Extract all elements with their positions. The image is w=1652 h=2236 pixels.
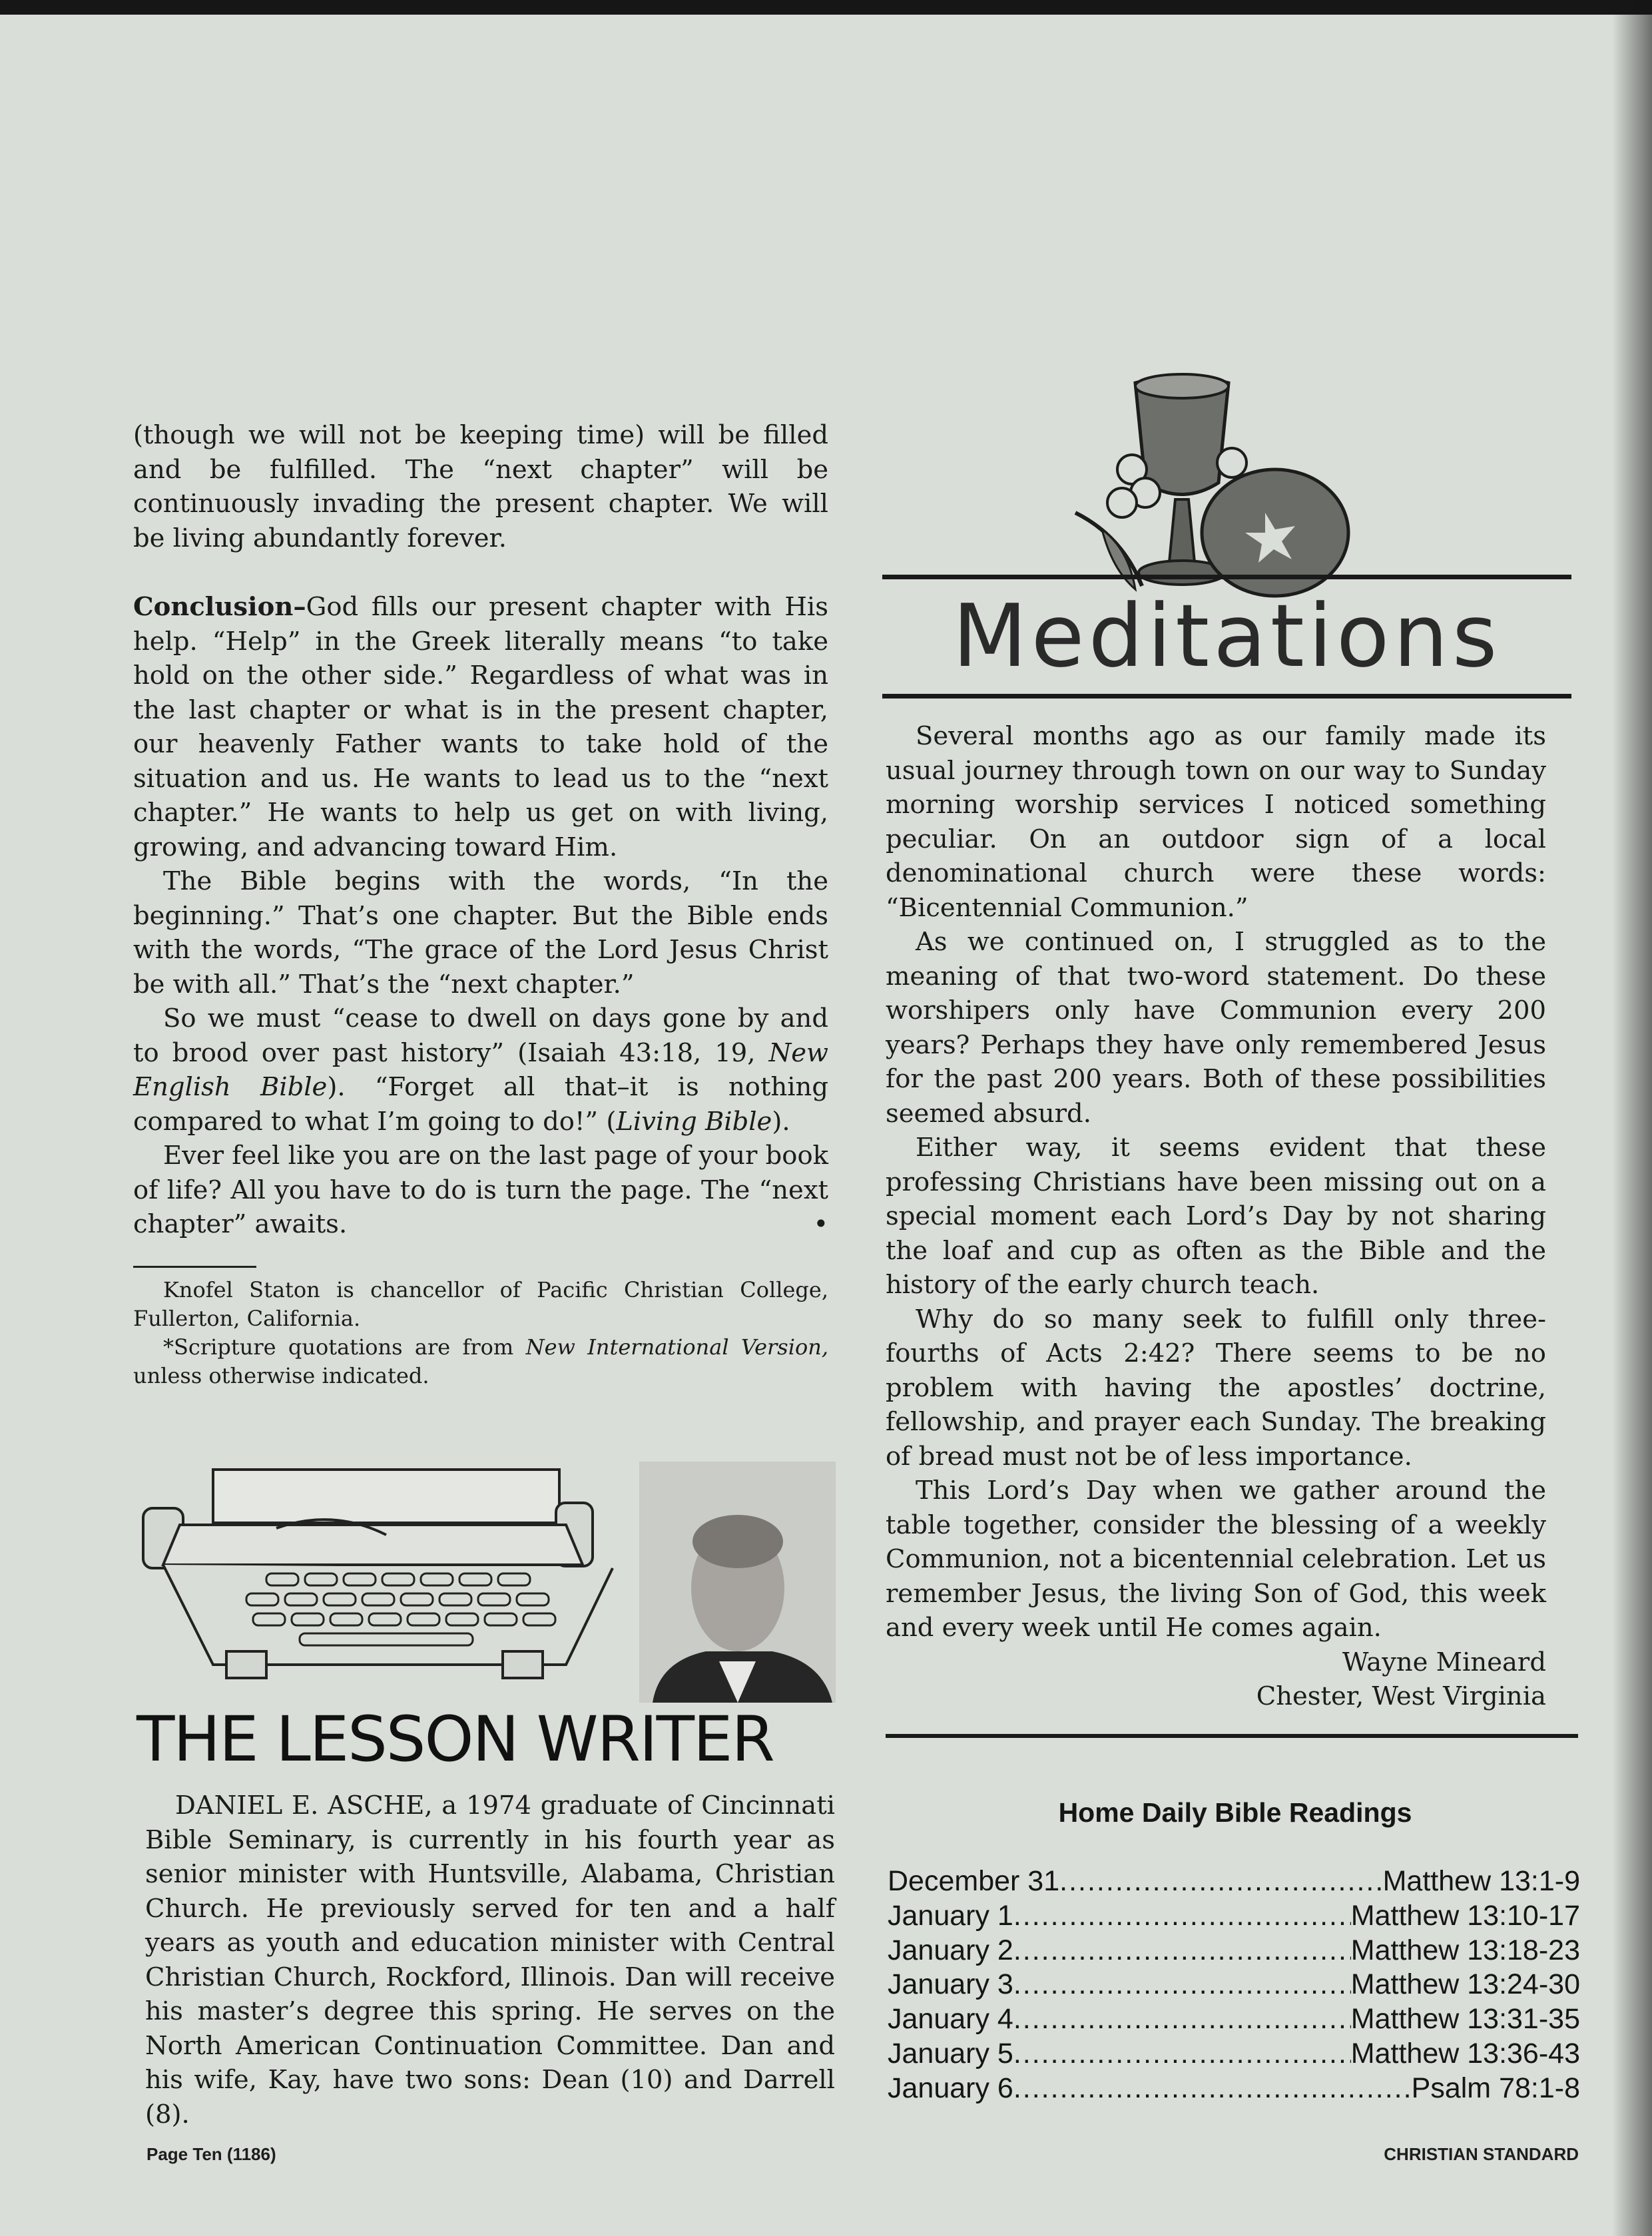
meditations-top-rule: [882, 575, 1571, 579]
leader-dots: [1013, 1934, 1351, 1968]
left-column: [133, 418, 828, 1390]
bio-paragraph: DANIEL E. ASCHE, a 1974 graduate of Cincinnati Bible Seminary, is currently in his fourth year as senior minister with Huntsville, Alabama, Christian Church. He previously served for ten and a half years as youth and education minister with Central Christian Church, Rockford, Illinois. Dan will receive his master’s degree this spring. He serves on the North American Continuation Committee. Dan and his wife, Kay, have two sons: Dean (10) and Darrell (8).: [145, 1791, 835, 2129]
meditations-bottom-rule: [882, 694, 1571, 699]
meditation-paragraph: Several months ago as our family made its usual journey through town on our way to Sunday morning worship services I noticed something peculiar. On an outdoor sign of a local denominational church were these words: “Bicentennial Communion.”: [886, 721, 1546, 923]
reading-date: December 31: [888, 1865, 1060, 1897]
author-note: Knofel Staton is chancellor of Pacific Christian College, Fullerton, California.: [133, 1276, 828, 1331]
quote-source: New English Bible: [133, 1037, 828, 1102]
leader-dots: [1013, 2002, 1351, 2037]
readings-title: Home Daily Bible Readings: [1058, 1797, 1412, 1828]
quote-text: So we must “cease to dwell on days gone by and to brood over past history” (Isaiah 43:18, 19,: [133, 1003, 828, 1068]
lesson-writer-title: THE LESSON WRITER: [137, 1703, 774, 1776]
page-number: Page Ten (1186): [146, 2144, 276, 2164]
meditation-paragraph: This Lord’s Day when we gather around the table together, consider the blessing of a weekly Communion, not a bicentennial celebration. Let us remember Jesus, the living Son of God, this week and every week until He comes again.: [886, 1476, 1546, 1643]
body-paragraph: (though we will not be keeping time) will be filled and be fulfilled. The “next chapter” will be continuously invading the present chapter. We will be living abundantly forever.: [133, 420, 828, 553]
meditation-paragraph: Why do so many seek to fulfill only three-fourths of Acts 2:42? There seems to be no problem with having the apostles’ doctrine, fellowship, and prayer each Sunday. The breaking of bread must not be of less importance.: [886, 1304, 1546, 1472]
section-divider: [886, 1734, 1578, 1738]
reading-row: [888, 1968, 1580, 2002]
reading-ref: Psalm 78:1-8: [1411, 2072, 1580, 2104]
meditation-paragraph: As we continued on, I struggled as to the meaning of that two-word statement. Do these worshipers only have Communion every 200 years? Perhaps they have only remembered Jesus for the past 200 years. Both of these possibilities seemed absurd.: [886, 927, 1546, 1129]
reading-ref: Matthew 13:10-17: [1350, 1899, 1580, 1932]
reading-ref: Matthew 13:36-43: [1350, 2037, 1580, 2070]
typewriter-icon: [143, 1470, 613, 1678]
reading-row: [888, 1934, 1580, 1968]
lesson-writer-bio: [145, 1789, 835, 2131]
scripture-version: New International Version,: [525, 1334, 829, 1360]
leader-dots: [1013, 1899, 1351, 1934]
reading-date: January 4: [888, 2003, 1013, 2036]
reading-ref: Matthew 13:1-9: [1382, 1865, 1580, 1897]
conclusion-text: God fills our present chapter with His help. “Help” in the Greek literally means “to take hold on the other side.” Regardless of what was in the last chapter or what is in the present chapter, our heavenly Father wants to take hold of the situation and us. He wants to lead us to the “next chapter.” He wants to help us get on with living, growing, and advancing toward Him.: [133, 592, 828, 862]
quote-source: Living Bible: [616, 1106, 772, 1137]
scan-top-edge: [0, 0, 1652, 15]
scripture-note: [133, 1333, 828, 1390]
meditations-title: Meditations: [952, 585, 1502, 687]
scripture-note-text: unless otherwise indicated.: [133, 1362, 429, 1388]
conclusion-paragraph: [133, 590, 828, 864]
scan-page-shadow: [1612, 0, 1652, 2236]
body-paragraph: [133, 1139, 828, 1242]
reading-date: January 3: [888, 1968, 1013, 2001]
reading-date: January 1: [888, 1899, 1013, 1932]
body-paragraph: The Bible begins with the words, “In the beginning.” That’s one chapter. But the Bible ends with the words, “The grace of the Lord Jesus Christ be with all.” That’s the “next chapter.”: [133, 866, 828, 999]
quote-text: ).: [772, 1106, 790, 1137]
reading-row: [888, 1899, 1580, 1934]
reading-ref: Matthew 13:31-35: [1350, 2003, 1580, 2036]
reading-row: [888, 2002, 1580, 2037]
reading-date: January 5: [888, 2037, 1013, 2070]
meditations-column: [886, 719, 1546, 1714]
signature-place: Chester, West Virginia: [1256, 1681, 1546, 1711]
author-portrait-icon: [639, 1462, 836, 1703]
readings-list: [888, 1864, 1580, 2106]
conclusion-lead: Conclusion–: [133, 592, 306, 622]
end-mark-bullet: •: [813, 1209, 828, 1239]
publication-name: CHRISTIAN STANDARD: [1384, 2144, 1579, 2164]
reading-row: [888, 1864, 1580, 1899]
reading-row: [888, 2072, 1580, 2106]
reading-ref: Matthew 13:18-23: [1350, 1934, 1580, 1966]
closing-text: Ever feel like you are on the last page of your book of life? All you have to do is turn the page. The “next chapter” awaits.: [133, 1141, 828, 1239]
leader-dots: [1059, 1864, 1382, 1899]
lesson-writer-artwork: [133, 1462, 836, 1703]
reading-date: January 2: [888, 1934, 1013, 1966]
meditation-paragraph: Either way, it seems evident that these professing Christians have been missing out on a special moment each Lord’s Day by not sharing the loaf and cup as often as the Bible and the history of the early church teach.: [886, 1133, 1546, 1300]
communion-cup-icon: [1075, 374, 1348, 596]
reading-row: [888, 2037, 1580, 2072]
signature-name: Wayne Mineard: [1342, 1647, 1546, 1677]
quote-paragraph: [133, 1001, 828, 1139]
leader-dots: [1013, 2072, 1412, 2106]
quote-text: ). “Forget all that–it is nothing compared to what I’m going to do!” (: [133, 1072, 828, 1137]
reading-date: January 6: [888, 2072, 1013, 2104]
scripture-note-text: *Scripture quotations are from: [163, 1334, 526, 1360]
footnote-divider: [133, 1266, 256, 1268]
reading-ref: Matthew 13:24-30: [1350, 1968, 1580, 2001]
leader-dots: [1013, 1968, 1351, 2002]
leader-dots: [1013, 2037, 1351, 2072]
